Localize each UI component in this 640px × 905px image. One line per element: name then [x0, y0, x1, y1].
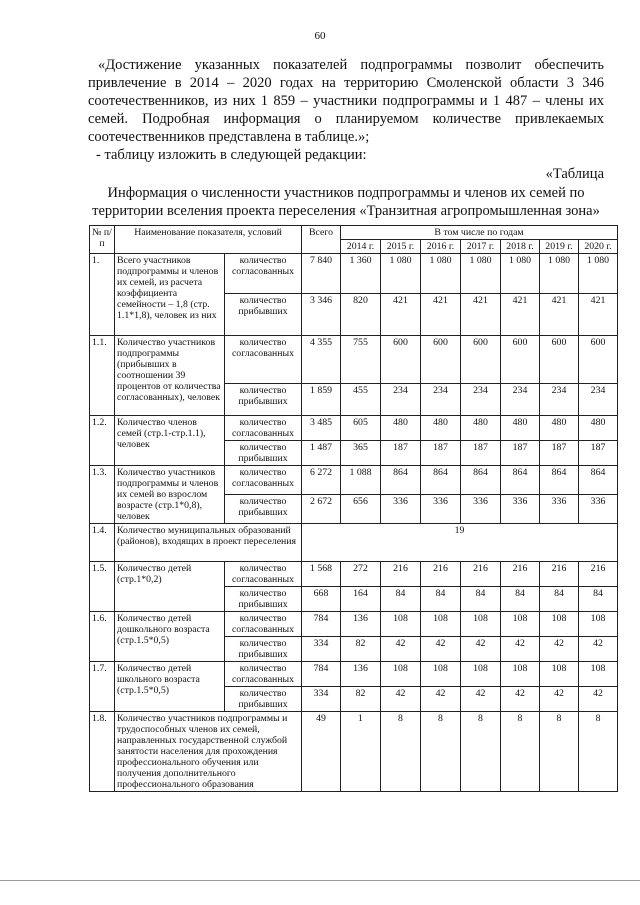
condition-label: количество прибывших	[225, 637, 302, 662]
year-cell: 108	[540, 612, 579, 637]
year-cell: 234	[461, 384, 501, 416]
year-cell: 84	[381, 587, 421, 612]
year-cell: 136	[341, 612, 381, 637]
indicator-name: Количество муниципальных образований (районов), входящих в проект переселения	[115, 524, 302, 562]
year-cell: 108	[501, 612, 540, 637]
total-cell: 784	[302, 662, 341, 687]
merged-value-cell: 19	[302, 524, 618, 562]
table-caption: Информация о численности участников подпрограммы и членов их семей по территории вселения проекта переселения «Транзитная агропромышленная зона»	[92, 185, 600, 219]
indicator-name: Количество детей дошкольного возраста (стр.1.5*0,5)	[115, 612, 225, 662]
table-row	[90, 612, 618, 637]
condition-label: количество согласованных	[225, 612, 302, 637]
instruction-line: - таблицу изложить в следующей редакции:	[96, 147, 367, 163]
year-cell: 84	[579, 587, 618, 612]
total-cell: 668	[302, 587, 341, 612]
year-cell: 421	[540, 294, 579, 336]
year-cell: 421	[579, 294, 618, 336]
year-cell: 1 080	[381, 254, 421, 294]
year-cell: 234	[501, 384, 540, 416]
table-row	[90, 712, 618, 792]
table-row	[90, 524, 618, 562]
year-cell: 600	[579, 336, 618, 384]
year-cell: 1 080	[501, 254, 540, 294]
year-cell: 234	[381, 384, 421, 416]
indicator-name: Количество участников подпрограммы (прибывших в соотношении 39 процентов от количества согласованных), человек	[115, 336, 225, 416]
condition-label: количество согласованных	[225, 254, 302, 294]
condition-label: количество прибывших	[225, 384, 302, 416]
year-cell: 84	[540, 587, 579, 612]
year-cell: 600	[421, 336, 461, 384]
total-cell: 2 672	[302, 495, 341, 524]
year-cell: 187	[461, 441, 501, 466]
year-cell: 336	[421, 495, 461, 524]
table-body	[90, 254, 618, 792]
year-cell: 42	[501, 637, 540, 662]
header-years-group: В том числе по годам	[341, 226, 618, 240]
year-cell: 82	[341, 687, 381, 712]
year-cell: 864	[421, 466, 461, 495]
condition-label: количество прибывших	[225, 441, 302, 466]
year-cell: 336	[501, 495, 540, 524]
year-cell: 42	[381, 637, 421, 662]
row-number: 1.6.	[90, 612, 115, 662]
header-total: Всего	[302, 226, 341, 254]
table-row	[90, 466, 618, 495]
year-cell: 108	[501, 662, 540, 687]
condition-label: количество прибывших	[225, 294, 302, 336]
total-cell: 4 355	[302, 336, 341, 384]
year-cell: 336	[540, 495, 579, 524]
year-cell: 480	[421, 416, 461, 441]
condition-label: количество согласованных	[225, 662, 302, 687]
year-cell: 187	[579, 441, 618, 466]
year-cell: 820	[341, 294, 381, 336]
year-cell: 755	[341, 336, 381, 384]
year-cell: 108	[461, 662, 501, 687]
year-cell: 455	[341, 384, 381, 416]
table-row	[90, 416, 618, 441]
year-cell: 1 088	[341, 466, 381, 495]
year-cell: 600	[540, 336, 579, 384]
body-paragraph	[88, 56, 604, 146]
year-cell: 8	[579, 712, 618, 792]
year-cell: 187	[381, 441, 421, 466]
year-cell: 600	[501, 336, 540, 384]
total-cell: 1 568	[302, 562, 341, 587]
year-cell: 1 080	[579, 254, 618, 294]
year-cell: 605	[341, 416, 381, 441]
total-cell: 3 346	[302, 294, 341, 336]
row-number: 1.1.	[90, 336, 115, 416]
header-row-1	[90, 226, 618, 240]
year-cell: 8	[421, 712, 461, 792]
year-cell: 108	[381, 612, 421, 637]
year-cell: 864	[461, 466, 501, 495]
indicator-name: Количество членов семей (стр.1-стр.1.1), человек	[115, 416, 225, 466]
year-cell: 336	[381, 495, 421, 524]
year-cell: 656	[341, 495, 381, 524]
total-cell: 49	[302, 712, 341, 792]
condition-label: количество прибывших	[225, 495, 302, 524]
row-number: 1.3.	[90, 466, 115, 524]
indicator-name: Количество детей школьного возраста (стр.1.5*0,5)	[115, 662, 225, 712]
header-year: 2017 г.	[461, 240, 501, 254]
year-cell: 42	[540, 637, 579, 662]
total-cell: 334	[302, 687, 341, 712]
total-cell: 1 859	[302, 384, 341, 416]
year-cell: 216	[579, 562, 618, 587]
year-cell: 187	[540, 441, 579, 466]
year-cell: 164	[341, 587, 381, 612]
row-number: 1.	[90, 254, 115, 336]
year-cell: 108	[540, 662, 579, 687]
year-cell: 365	[341, 441, 381, 466]
page-bottom-rule	[0, 880, 640, 881]
year-cell: 136	[341, 662, 381, 687]
year-cell: 8	[540, 712, 579, 792]
year-cell: 1	[341, 712, 381, 792]
year-cell: 108	[381, 662, 421, 687]
table-row	[90, 562, 618, 587]
year-cell: 42	[461, 637, 501, 662]
year-cell: 216	[421, 562, 461, 587]
year-cell: 421	[381, 294, 421, 336]
condition-label: количество согласованных	[225, 416, 302, 441]
year-cell: 42	[579, 687, 618, 712]
year-cell: 864	[381, 466, 421, 495]
header-year: 2015 г.	[381, 240, 421, 254]
year-cell: 864	[540, 466, 579, 495]
header-year: 2020 г.	[579, 240, 618, 254]
intro-paragraph: «Достижение указанных показателей подпрограммы позволит обеспечить привлечение в 2014 – 2020 годах на территорию Смоленской области 3 346 соотечественников, из них 1 859 – участники подпрограммы и 1 487 – члены их семей. Подробная информация о планируемом количестве привлекаемых соотечественников представлена в таблице.»;	[88, 57, 604, 145]
year-cell: 108	[579, 612, 618, 637]
year-cell: 42	[540, 687, 579, 712]
year-cell: 864	[501, 466, 540, 495]
year-cell: 8	[461, 712, 501, 792]
total-cell: 334	[302, 637, 341, 662]
total-cell: 3 485	[302, 416, 341, 441]
year-cell: 421	[501, 294, 540, 336]
year-cell: 234	[579, 384, 618, 416]
year-cell: 42	[579, 637, 618, 662]
row-number: 1.2.	[90, 416, 115, 466]
header-year: 2019 г.	[540, 240, 579, 254]
data-table	[89, 225, 618, 792]
year-cell: 1 360	[341, 254, 381, 294]
year-cell: 42	[381, 687, 421, 712]
year-cell: 480	[501, 416, 540, 441]
total-cell: 784	[302, 612, 341, 637]
total-cell: 7 840	[302, 254, 341, 294]
year-cell: 42	[501, 687, 540, 712]
year-cell: 108	[579, 662, 618, 687]
year-cell: 84	[421, 587, 461, 612]
condition-label: количество прибывших	[225, 687, 302, 712]
year-cell: 84	[501, 587, 540, 612]
year-cell: 42	[421, 637, 461, 662]
year-cell: 1 080	[421, 254, 461, 294]
total-cell: 1 487	[302, 441, 341, 466]
table-row	[90, 254, 618, 294]
total-cell: 6 272	[302, 466, 341, 495]
condition-label: количество согласованных	[225, 562, 302, 587]
year-cell: 336	[461, 495, 501, 524]
row-number: 1.7.	[90, 662, 115, 712]
row-number: 1.4.	[90, 524, 115, 562]
header-year: 2016 г.	[421, 240, 461, 254]
indicator-name: Количество участников подпрограммы и трудоспособных членов их семей, направленных государственной службой занятости населения для прохождения профессионального обучения или получения дополнительного профессионального образования	[115, 712, 302, 792]
page-number: 60	[314, 30, 326, 42]
year-cell: 864	[579, 466, 618, 495]
header-num: № п/п	[90, 226, 115, 254]
table-row	[90, 662, 618, 687]
year-cell: 216	[381, 562, 421, 587]
year-cell: 42	[421, 687, 461, 712]
year-cell: 8	[501, 712, 540, 792]
year-cell: 82	[341, 637, 381, 662]
year-cell: 480	[381, 416, 421, 441]
condition-label: количество прибывших	[225, 587, 302, 612]
header-year: 2018 г.	[501, 240, 540, 254]
year-cell: 187	[421, 441, 461, 466]
year-cell: 187	[501, 441, 540, 466]
year-cell: 234	[421, 384, 461, 416]
year-cell: 108	[421, 612, 461, 637]
indicator-name: Количество детей (стр.1*0,2)	[115, 562, 225, 612]
year-cell: 480	[540, 416, 579, 441]
condition-label: количество согласованных	[225, 336, 302, 384]
year-cell: 600	[381, 336, 421, 384]
year-cell: 480	[579, 416, 618, 441]
year-cell: 421	[421, 294, 461, 336]
year-cell: 1 080	[461, 254, 501, 294]
row-number: 1.5.	[90, 562, 115, 612]
condition-label: количество согласованных	[225, 466, 302, 495]
indicator-name: Количество участников подпрограммы и членов их семей во взрослом возрасте (стр.1*0,8), человек	[115, 466, 225, 524]
year-cell: 272	[341, 562, 381, 587]
year-cell: 336	[579, 495, 618, 524]
table-row	[90, 336, 618, 384]
row-number: 1.8.	[90, 712, 115, 792]
year-cell: 42	[461, 687, 501, 712]
year-cell: 8	[381, 712, 421, 792]
year-cell: 216	[501, 562, 540, 587]
year-cell: 108	[461, 612, 501, 637]
year-cell: 1 080	[540, 254, 579, 294]
year-cell: 216	[461, 562, 501, 587]
table-label: «Таблица	[545, 166, 604, 182]
year-cell: 421	[461, 294, 501, 336]
year-cell: 234	[540, 384, 579, 416]
year-cell: 108	[421, 662, 461, 687]
year-cell: 600	[461, 336, 501, 384]
year-cell: 216	[540, 562, 579, 587]
year-cell: 84	[461, 587, 501, 612]
year-cell: 480	[461, 416, 501, 441]
indicator-name: Всего участников подпрограммы и членов их семей, из расчета коэффициента семейности – 1,8 (стр. 1.1*1,8), человек из них	[115, 254, 225, 336]
header-name: Наименование показателя, условий	[115, 226, 302, 254]
header-year: 2014 г.	[341, 240, 381, 254]
